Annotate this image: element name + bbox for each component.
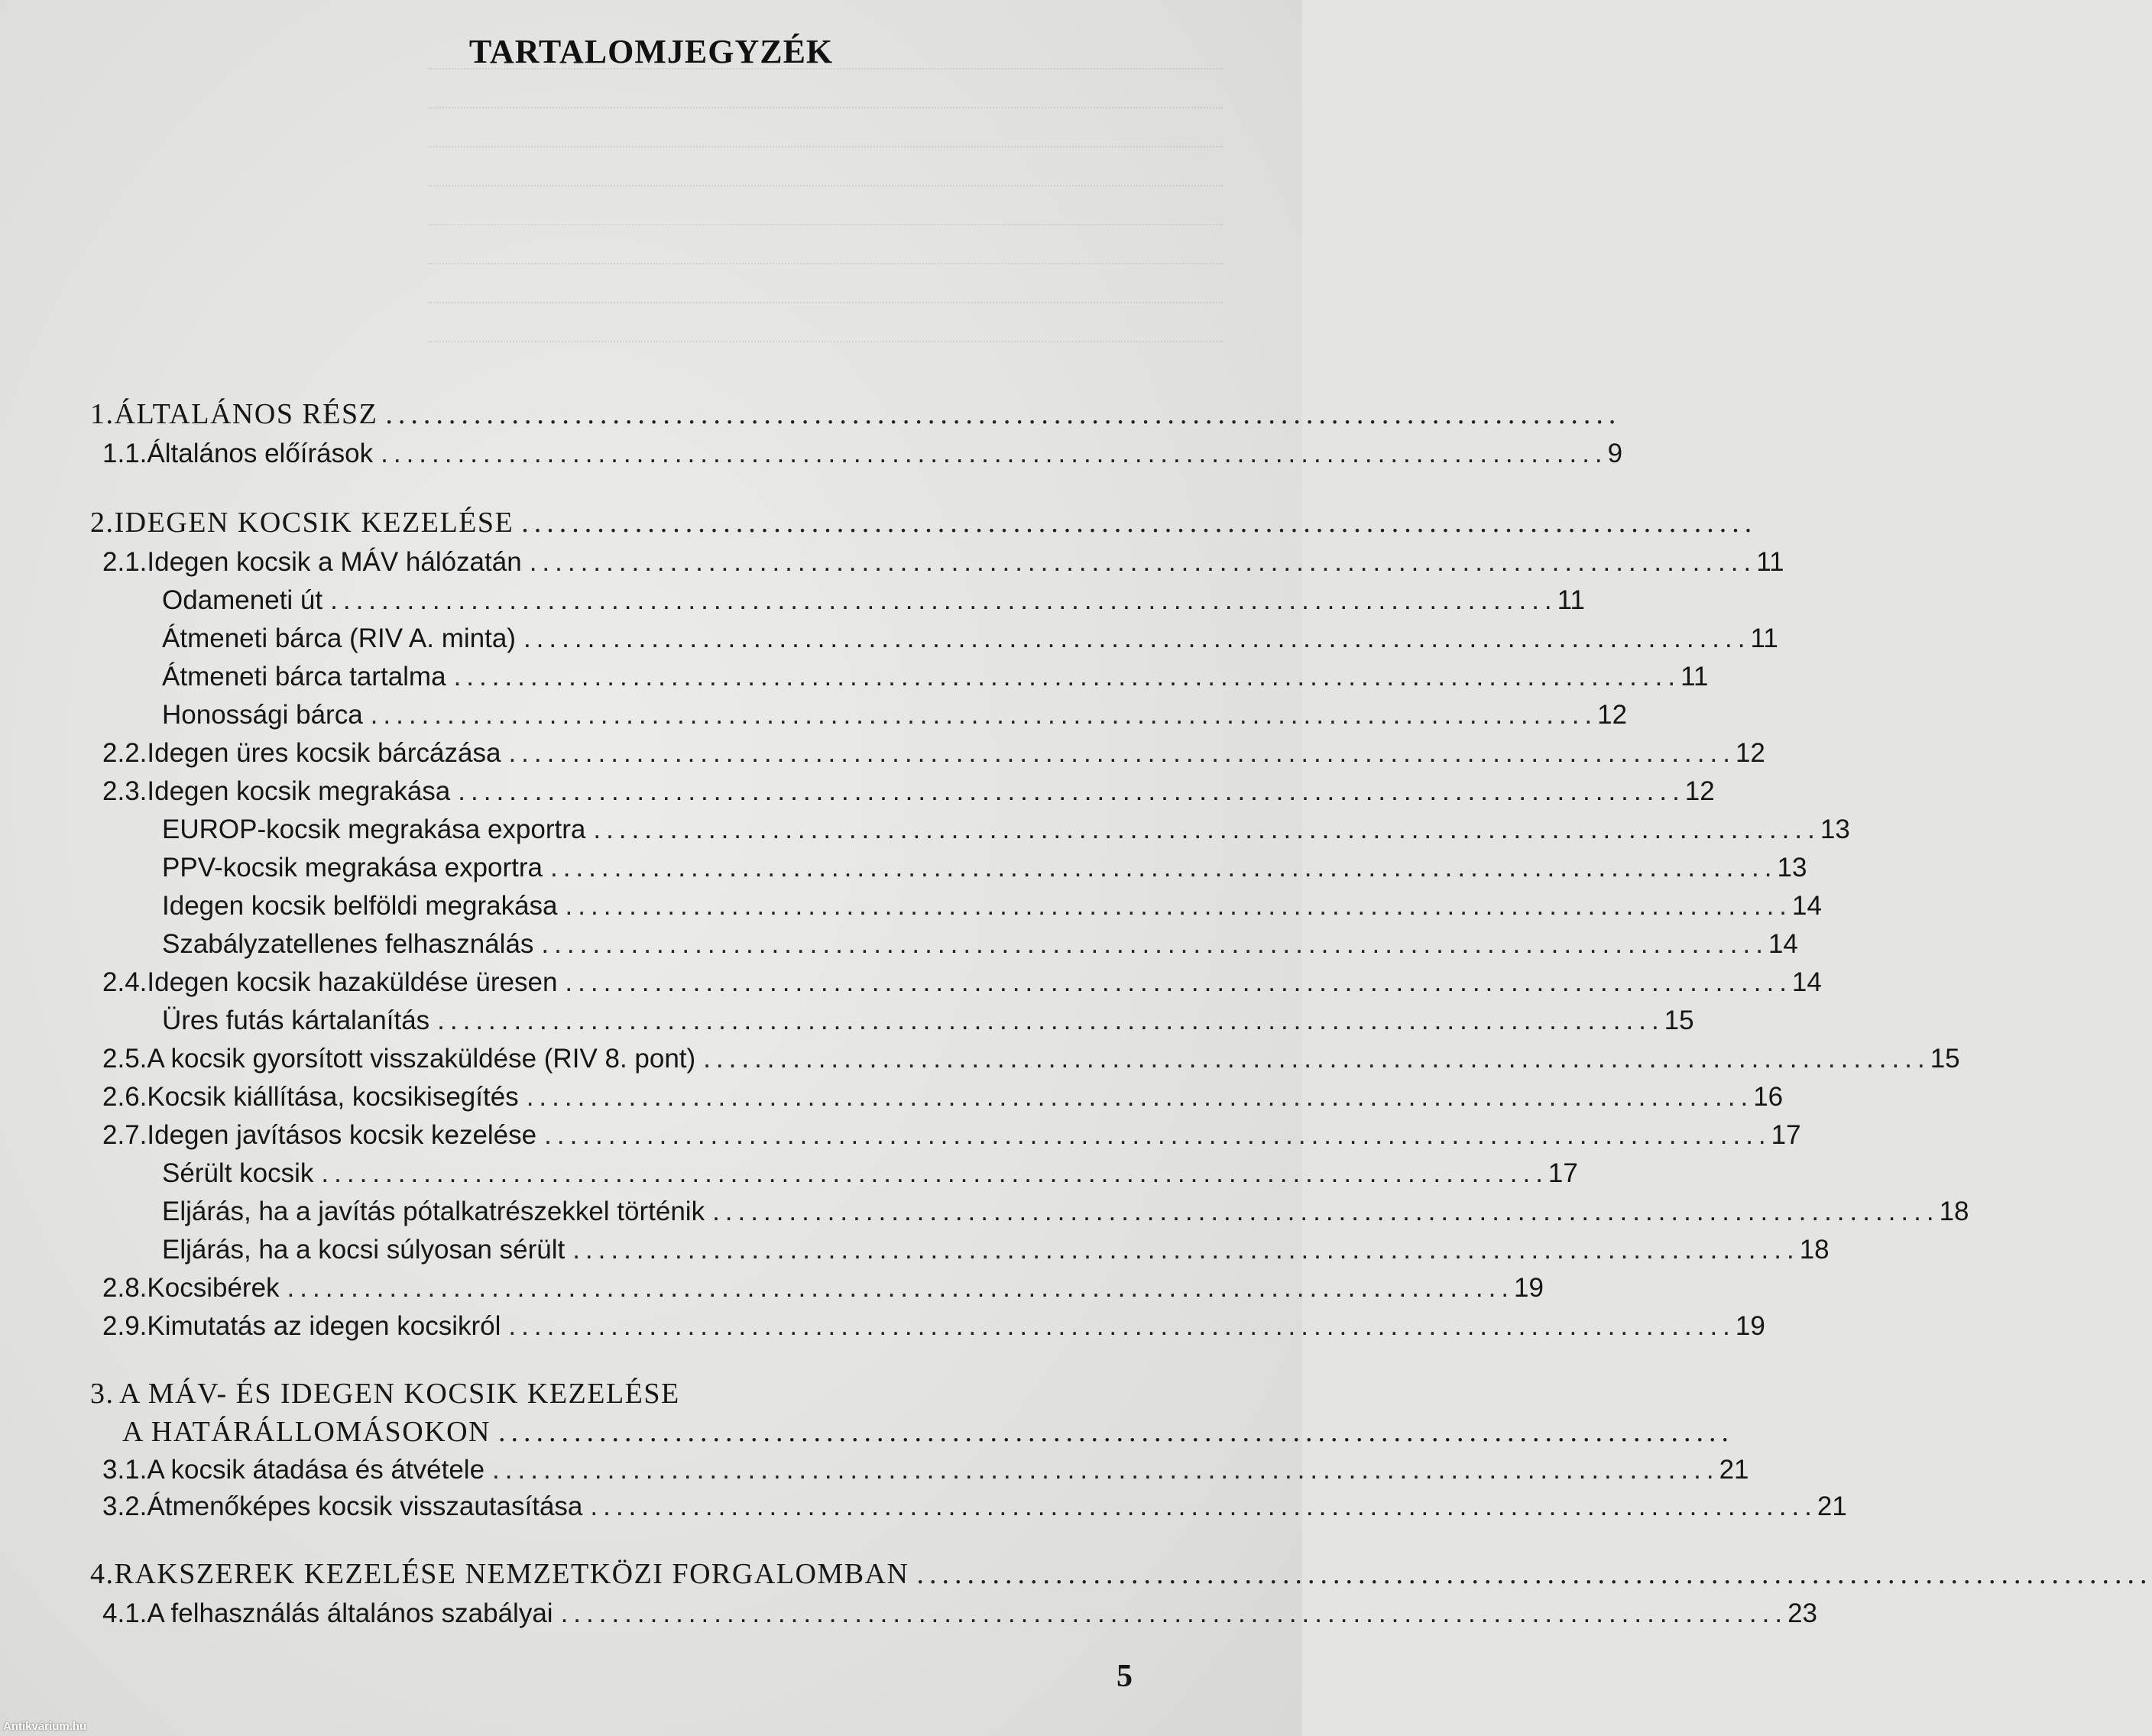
toc-page: 14 xyxy=(1791,967,1822,997)
toc-title: Honossági bárca xyxy=(162,700,363,730)
toc-entry-2-3[interactable] xyxy=(102,776,1715,813)
dot-leader: ................................................................................................ xyxy=(437,1006,1664,1035)
dot-leader: ................................................................................................ xyxy=(458,776,1685,806)
toc-title: Eljárás, ha a javítás pótalkatrészekkel történik xyxy=(162,1197,705,1226)
dot-leader: ................................................................................................ xyxy=(529,547,1757,577)
toc-title: IDEGEN KOCSIK KEZELÉSE xyxy=(114,507,514,539)
toc-subentry[interactable] xyxy=(162,891,1822,928)
toc-number: 2.1. xyxy=(102,547,147,577)
toc-page: 14 xyxy=(1768,929,1798,959)
toc-title: PPV-kocsik megrakása exportra xyxy=(162,853,543,883)
toc-title: Idegen üres kocsik bárcázása xyxy=(147,738,501,768)
toc-number: 4.1. xyxy=(102,1598,147,1628)
toc-chapter-3-cont[interactable] xyxy=(122,1415,1734,1452)
toc-title: Idegen javításos kocsik kezelése xyxy=(147,1120,537,1150)
toc-page: 18 xyxy=(1799,1235,1830,1265)
toc-number: 2.4. xyxy=(102,967,147,997)
toc-chapter-1[interactable] xyxy=(90,397,1622,434)
toc-page: 16 xyxy=(1753,1082,1784,1112)
dot-leader: ................................................................................................ xyxy=(523,623,1751,653)
toc-title: Kimutatás az idegen kocsikról xyxy=(147,1311,501,1341)
toc-page: 13 xyxy=(1820,815,1850,844)
toc-page: 21 xyxy=(1719,1455,1749,1485)
dot-leader: ................................................................................................ xyxy=(381,439,1608,468)
toc-number: 1. xyxy=(90,398,115,430)
toc-page: 13 xyxy=(1777,853,1807,883)
toc-entry-2-6[interactable] xyxy=(102,1082,1784,1119)
toc-title: ÁLTALÁNOS RÉSZ xyxy=(114,398,378,430)
toc-entry-2-8[interactable] xyxy=(102,1273,1544,1310)
toc-title: Eljárás, ha a kocsi súlyosan sérült xyxy=(162,1235,566,1265)
toc-title: Idegen kocsik belföldi megrakása xyxy=(162,891,558,921)
toc-page: 19 xyxy=(1735,1311,1765,1341)
toc-page: 11 xyxy=(1557,585,1585,615)
toc-title: Általános előírások xyxy=(147,439,374,468)
toc-title: Kocsik kiállítása, kocsikisegítés xyxy=(147,1082,519,1112)
toc-title: A kocsik gyorsított visszaküldése (RIV 8. pont) xyxy=(147,1044,696,1074)
toc-title: RAKSZEREK KEZELÉSE NEMZETKÖZI FORGALOMBAN xyxy=(114,1558,909,1590)
dot-leader: ................................................................................................ xyxy=(287,1273,1515,1303)
dot-leader: ................................................................................................ xyxy=(712,1197,1940,1226)
dot-leader: ................................................................................................ xyxy=(572,1235,1800,1265)
toc-title: Átmenőképes kocsik visszautasítása xyxy=(147,1491,583,1521)
toc-title: Odameneti út xyxy=(162,585,323,615)
toc-page: 12 xyxy=(1735,738,1765,768)
toc-subentry[interactable] xyxy=(162,662,1709,698)
toc-number: 2.6. xyxy=(102,1082,147,1112)
toc-page: 14 xyxy=(1792,891,1822,921)
dot-leader: ................................................................................................ xyxy=(544,1120,1771,1150)
toc-page: 12 xyxy=(1597,700,1628,730)
toc-page: 18 xyxy=(1939,1197,1969,1226)
toc-subentry[interactable] xyxy=(162,1235,1830,1271)
toc-page: 17 xyxy=(1548,1158,1578,1188)
toc-subentry[interactable] xyxy=(162,585,1585,622)
toc-page: 11 xyxy=(1680,662,1709,691)
toc-subentry[interactable] xyxy=(162,1006,1694,1042)
toc-number: 2.9. xyxy=(102,1311,147,1341)
dot-leader: ................................................................................................ xyxy=(453,662,1681,691)
toc-chapter-4[interactable] xyxy=(90,1557,2152,1594)
toc-entry-3-2[interactable] xyxy=(102,1491,1847,1528)
watermark: Antikvárium.hu xyxy=(3,1720,87,1733)
toc-number: 3.1. xyxy=(102,1455,147,1485)
toc-page: 15 xyxy=(1930,1044,1960,1074)
dot-leader: .................................................................................................. xyxy=(521,507,1758,539)
toc-title: EUROP-kocsik megrakása exportra xyxy=(162,815,586,844)
toc-entry-3-1[interactable] xyxy=(102,1455,1749,1491)
toc-entry-2-5[interactable] xyxy=(102,1044,1960,1080)
toc-number: 3. xyxy=(90,1378,115,1410)
dot-leader: ................................................................................................ xyxy=(593,815,1820,844)
toc-subentry[interactable] xyxy=(162,815,1850,851)
toc-entry-2-1[interactable] xyxy=(102,547,1784,584)
toc-number: 1.1. xyxy=(102,439,147,468)
toc-page: 11 xyxy=(1756,547,1784,577)
toc-title: Kocsibérek xyxy=(147,1273,280,1303)
dot-leader: .................................................................................................. xyxy=(497,1416,1734,1448)
toc-chapter-3[interactable] xyxy=(90,1377,854,1414)
dot-leader: ................................................................................................ xyxy=(565,891,1793,921)
toc-number: 4. xyxy=(90,1558,115,1590)
toc-subentry[interactable] xyxy=(162,929,1798,966)
toc-page: 23 xyxy=(1787,1598,1818,1628)
dot-leader: ................................................................................................ xyxy=(526,1082,1754,1112)
toc-entry-2-2[interactable] xyxy=(102,738,1765,775)
toc-number: 2.7. xyxy=(102,1120,147,1150)
toc-page: 11 xyxy=(1750,623,1778,653)
toc-number: 2. xyxy=(90,507,115,539)
toc-title: Idegen kocsik megrakása xyxy=(147,776,451,806)
bleed-through-text xyxy=(428,31,1223,359)
dot-leader: ................................................................................................ xyxy=(541,929,1768,959)
toc-number: 2.3. xyxy=(102,776,147,806)
toc-entry-4-1[interactable] xyxy=(102,1598,1818,1635)
toc-subentry[interactable] xyxy=(162,1158,1578,1195)
toc-number: 2.5. xyxy=(102,1044,147,1074)
page-title: TARTALOMJEGYZÉK xyxy=(468,33,834,70)
dot-leader: ................................................................................................ xyxy=(565,967,1792,997)
dot-leader: ................................................................................................ xyxy=(703,1044,1930,1074)
dot-leader: ................................................................................................ xyxy=(330,585,1557,615)
toc-number: 2.2. xyxy=(102,738,147,768)
dot-leader: ................................................................................................ xyxy=(321,1158,1548,1188)
toc-title: Üres futás kártalanítás xyxy=(162,1006,430,1035)
toc-title: Sérült kocsik xyxy=(162,1158,314,1188)
dot-leader: ................................................................................................ xyxy=(508,1311,1736,1341)
dot-leader: ................................................................................................ xyxy=(549,853,1778,883)
page-number: 5 xyxy=(1117,1659,1133,1694)
dot-leader: .................................................................................................. xyxy=(916,1558,2152,1590)
toc-page: 9 xyxy=(1607,439,1623,468)
toc-entry-2-4[interactable] xyxy=(102,967,1822,1004)
toc-title: Átmeneti bárca (RIV A. minta) xyxy=(162,623,516,653)
toc-title: Idegen kocsik a MÁV hálózatán xyxy=(147,547,522,577)
dot-leader: ................................................................................................ xyxy=(508,738,1736,768)
toc-entry-2-9[interactable] xyxy=(102,1311,1765,1348)
toc-entry-1-1[interactable] xyxy=(102,439,1623,475)
toc-title: Szabályzatellenes felhasználás xyxy=(162,929,534,959)
dot-leader: .................................................................................................. xyxy=(385,398,1622,430)
toc-page: 17 xyxy=(1771,1120,1801,1150)
toc-page: 21 xyxy=(1817,1491,1847,1521)
toc-entry-2-7[interactable] xyxy=(102,1120,1801,1157)
toc-page: 19 xyxy=(1514,1273,1544,1303)
toc-subentry[interactable] xyxy=(162,1197,1969,1233)
toc-subentry[interactable] xyxy=(162,853,1807,889)
toc-title: A HATÁRÁLLOMÁSOKON xyxy=(122,1416,491,1448)
toc-subentry[interactable] xyxy=(162,700,1628,737)
dot-leader: ................................................................................................ xyxy=(590,1491,1817,1521)
toc-title: A felhasználás általános szabályai xyxy=(147,1598,553,1628)
toc-page: 12 xyxy=(1684,776,1715,806)
toc-title: A kocsik átadása és átvétele xyxy=(147,1455,485,1485)
toc-subentry[interactable] xyxy=(162,623,1778,660)
toc-title: Átmeneti bárca tartalma xyxy=(162,662,446,691)
toc-number: 2.8. xyxy=(102,1273,147,1303)
dot-leader: ................................................................................................ xyxy=(370,700,1598,730)
dot-leader: ................................................................................................ xyxy=(492,1455,1719,1485)
toc-title: Idegen kocsik hazaküldése üresen xyxy=(147,967,558,997)
toc-chapter-2[interactable] xyxy=(90,506,1758,542)
toc-page: 15 xyxy=(1664,1006,1694,1035)
dot-leader: ................................................................................................ xyxy=(560,1598,1788,1628)
toc-number: 3.2. xyxy=(102,1491,147,1521)
toc-title: A MÁV- ÉS IDEGEN KOCSIK KEZELÉSE xyxy=(119,1378,680,1410)
